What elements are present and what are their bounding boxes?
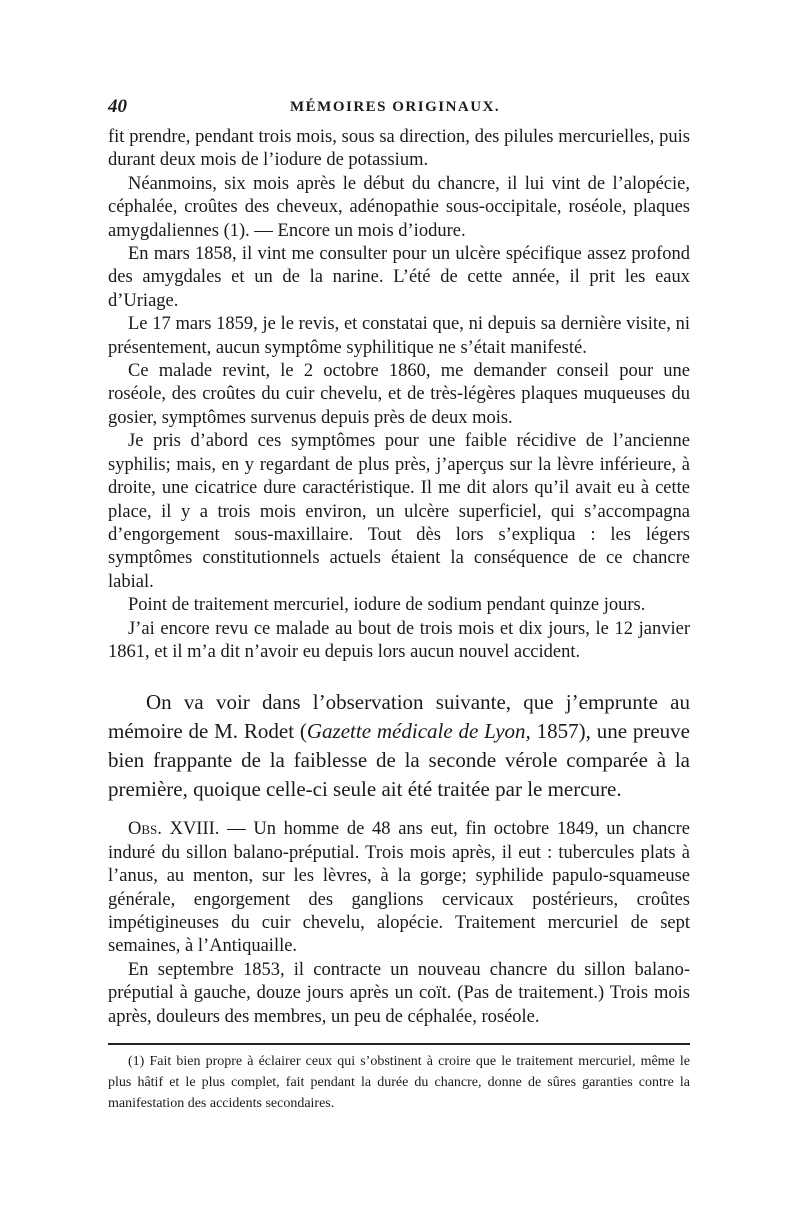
observation-text: — Un homme de 48 ans eut, fin octobre 1849, un chancre induré du sillon balano-préputial. Trois mois après, il eut : tubercules plats à l’anus, au menton, sur les lèvres, à la gorge; syphilide papulo-squameuse générale, engorgement des ganglions cervicaux postérieurs, croûtes impétigineuses du cuir chevelu, alopécie. Traitement mercuriel de sept semaines, à l’Antiquaille. <box>108 819 690 957</box>
observation-label: Obs. XVIII. <box>128 819 220 840</box>
paragraph: Le 17 mars 1859, je le revis, et constatai que, ni depuis sa dernière visite, ni présentement, aucun symptôme syphilitique ne s’était manifesté. <box>108 314 690 358</box>
page-header <box>108 96 690 126</box>
citation-journal: Gazette médicale de Lyon, <box>306 719 531 744</box>
paragraph: Je pris d’abord ces symptômes pour une faible récidive de l’ancienne syphilis; mais, en y regardant de plus près, j’aperçus sur la lèvre inférieure, à droite, une cicatrice dure caractéristique. Il me dit alors qu’il avait eu à cette place, il y a trois mois environ, un ulcère superficiel, qui s’accompagna d’engorgement sous-maxillaire. Tout dès lors s’expliqua : les légers symptômes constitutionnels actuels étaient la conséquence de ce chancre labial. <box>108 431 690 592</box>
observation-paragraph <box>108 818 690 958</box>
document-page <box>108 96 690 1114</box>
paragraph: En mars 1858, il vint me consulter pour un ulcère spécifique assez profond des amygdales et un de la narine. L’été de cette année, il prit les eaux d’Uriage. <box>108 244 690 311</box>
footnote: (1) Fait bien propre à éclairer ceux qui s’obstinent à croire que le traitement mercuriel, même le plus hâtif et le plus complet, fait pendant la durée du chancre, donne de sûres garanties contre la manifestation des accidents secondaires. <box>108 1054 690 1111</box>
paragraph: J’ai encore revu ce malade au bout de trois mois et dix jours, le 12 janvier 1861, et il m’a dit n’avoir eu depuis lors aucun nouvel accident. <box>108 618 690 662</box>
paragraph-continuation: fit prendre, pendant trois mois, sous sa direction, des pilules mercurielles, puis durant deux mois de l’iodure de potassium. <box>108 127 690 171</box>
intro-text-before: On va voir dans l’observation suivante, que j’emprunte au mémoire de M. Rodet ( <box>108 690 690 744</box>
paragraph: Néanmoins, six mois après le début du chancre, il lui vint de l’alopécie, céphalée, croûtes des cheveux, adénopathie sous-occipitale, roséole, plaques amygdaliennes (1). — Encore un mois d’iodure. <box>108 173 690 241</box>
intro-paragraph <box>108 688 690 804</box>
footnote-divider <box>108 1043 690 1045</box>
paragraph: Ce malade revint, le 2 octobre 1860, me demander conseil pour une roséole, des croûtes du cuir chevelu, et de très-légères plaques muqueuses du gosier, symptômes survenus depuis près de deux mois. <box>108 361 690 428</box>
paragraph: Point de traitement mercuriel, iodure de sodium pendant quinze jours. <box>128 595 646 616</box>
intro-text-after: 1857), une preuve bien frappante de la faiblesse de la seconde vérole comparée à la première, quoique celle-ci seule ait été traitée par le mercure. <box>108 719 691 802</box>
running-title: MÉMOIRES ORIGINAUX. <box>290 99 501 115</box>
page-number: 40 <box>108 96 127 117</box>
observation-continuation: En septembre 1853, il contracte un nouveau chancre du sillon balano-préputial à gauche, douze jours après un coït. (Pas de traitement.) Trois mois après, douleurs des membres, un peu de céphalée, roséole. <box>108 959 690 1027</box>
